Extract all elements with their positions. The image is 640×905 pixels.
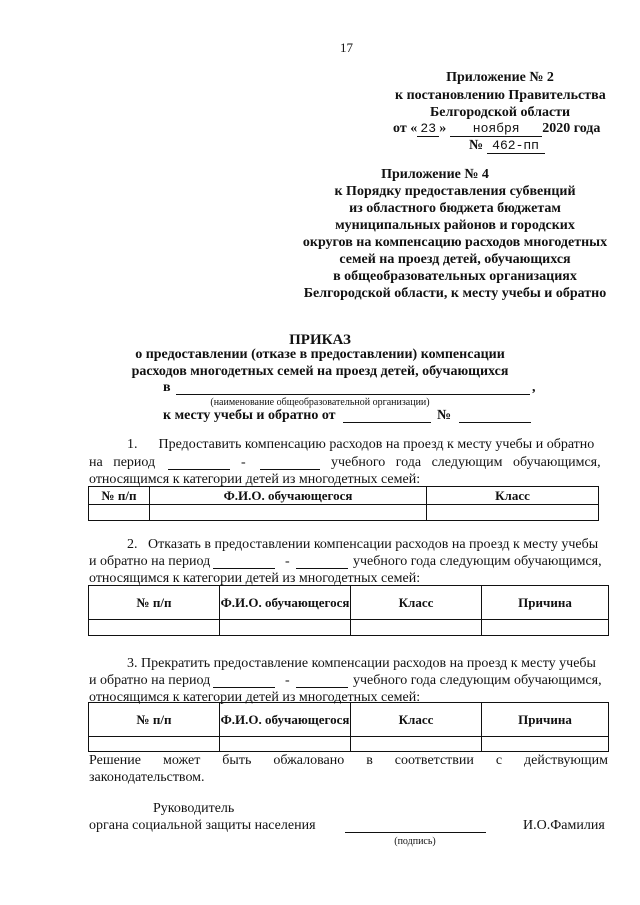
item1-line3: относящимся к категории детей из многодетных семей: — [89, 472, 421, 487]
table-cell[interactable] — [89, 620, 220, 636]
appendix2-line1: к постановлению Правительства — [395, 88, 606, 103]
item3-line3: относящимся к категории детей из многодетных семей: — [89, 690, 421, 705]
item1-period-start[interactable] — [168, 457, 230, 470]
appendix4-line: семей на проезд детей, обучающихся — [339, 252, 571, 267]
date-mid: » — [439, 121, 447, 136]
table-cell[interactable] — [89, 505, 150, 521]
col-header-name: Ф.И.О. обучающегося — [150, 487, 427, 505]
order-subtitle-1: о предоставлении (отказе в предоставлении) компенсации — [135, 347, 505, 362]
signature-caption: (подпись) — [394, 836, 436, 847]
order-date-line: к месту учебы и обратно от — [163, 408, 336, 423]
item1-dash: - — [241, 455, 246, 470]
decision-line2: законодательством. — [89, 770, 205, 785]
signature-head-title: Руководитель — [153, 801, 235, 816]
item1-period-end[interactable] — [260, 457, 320, 470]
order-in-suffix: , — [532, 380, 536, 395]
decision-word: быть — [222, 753, 252, 768]
signature-name: И.О.Фамилия — [523, 818, 605, 833]
order-number-sign: № — [437, 408, 452, 423]
date-prefix: от « — [393, 121, 418, 136]
page-number: 17 — [340, 40, 353, 55]
decision-word: в — [366, 753, 373, 768]
col-header-class: Класс — [427, 487, 599, 505]
table-cell[interactable] — [427, 505, 599, 521]
appendix4-line: к Порядку предоставления субвенций — [334, 184, 576, 199]
decision-word: действующим — [524, 753, 608, 768]
table-cell[interactable] — [482, 737, 609, 752]
col-header-number: № п/п — [89, 487, 150, 505]
table-row — [89, 620, 609, 636]
table-cell[interactable] — [351, 737, 482, 752]
appendix4-line: Белгородской области, к месту учебы и обратно — [303, 286, 607, 301]
appendix4-line: округов на компенсацию расходов многодетных — [302, 235, 608, 250]
item2-dash: - — [285, 554, 290, 569]
decision-word: с — [495, 753, 503, 768]
item2-period-start[interactable] — [213, 556, 275, 569]
decision-word: обжаловано — [273, 753, 345, 768]
item3-line1: 3. Прекратить предоставление компенсации расходов на проезд к месту учебы — [127, 656, 596, 671]
item1-period-suffix: учебного года следующим обучающимся, — [331, 455, 601, 470]
item3-period-suffix: учебного года следующим обучающимся, — [353, 673, 602, 688]
order-date-field[interactable] — [343, 411, 431, 423]
col-header-reason: Причина — [482, 703, 609, 737]
appendix4-line: муниципальных районов и городских — [335, 218, 575, 233]
appendix2-number — [469, 138, 545, 154]
signature-field[interactable] — [345, 820, 486, 833]
item2-line3: относящимся к категории детей из многодетных семей: — [89, 571, 421, 586]
item2-line1: 2. Отказать в предоставлении компенсации расходов на проезд к месту учебы — [127, 537, 599, 552]
order-number-field[interactable] — [459, 411, 531, 423]
decision-word: может — [162, 753, 201, 768]
table-cell[interactable] — [351, 620, 482, 636]
col-header-name: Ф.И.О. обучающегося — [220, 586, 351, 620]
date-day: 23 — [417, 121, 439, 137]
organization-field[interactable] — [176, 383, 530, 395]
decree-number: 462-пп — [487, 138, 545, 154]
appendix4-title: Приложение № 4 — [381, 167, 489, 182]
col-header-number: № п/п — [89, 586, 220, 620]
table-row — [89, 737, 609, 752]
item3-period-prefix: и обратно на период — [89, 673, 211, 688]
date-month: ноября — [450, 121, 542, 137]
order-subtitle-2: расходов многодетных семей на проезд детей, обучающихся — [131, 364, 509, 379]
item2-period-suffix: учебного года следующим обучающимся, — [353, 554, 602, 569]
appendix2-date — [393, 121, 600, 137]
appendix2-line2: Белгородской области — [430, 105, 571, 120]
appendix4-line: в общеобразовательных организациях — [333, 269, 577, 284]
table-cell[interactable] — [482, 620, 609, 636]
signature-head-org: органа социальной защиты населения — [89, 818, 316, 833]
table-cell[interactable] — [220, 737, 351, 752]
item2-table — [88, 585, 609, 636]
item1-line1: 1. Предоставить компенсацию расходов на проезд к месту учебы и обратно — [127, 437, 595, 452]
decision-word: Решение — [89, 753, 142, 768]
item3-dash: - — [285, 673, 290, 688]
decision-line1 — [89, 753, 608, 769]
col-header-class: Класс — [351, 586, 482, 620]
number-sign: № — [469, 138, 484, 153]
table-cell[interactable] — [150, 505, 427, 521]
order-title: ПРИКАЗ — [289, 332, 351, 348]
col-header-name: Ф.И.О. обучающегося — [220, 703, 351, 737]
item1-table — [88, 486, 599, 521]
item3-period-start[interactable] — [213, 675, 275, 688]
decision-word: соответствии — [394, 753, 474, 768]
table-cell[interactable] — [220, 620, 351, 636]
col-header-class: Класс — [351, 703, 482, 737]
appendix2-title: Приложение № 2 — [446, 70, 554, 85]
order-in-prefix: в — [163, 380, 171, 395]
item2-period-prefix: и обратно на период — [89, 554, 211, 569]
item1-period-prefix: на период — [89, 455, 156, 470]
organization-caption: (наименование общеобразовательной организации) — [210, 397, 430, 408]
item2-period-end[interactable] — [296, 556, 348, 569]
col-header-number: № п/п — [89, 703, 220, 737]
item3-period-end[interactable] — [296, 675, 348, 688]
item3-table — [88, 702, 609, 752]
table-row — [89, 505, 599, 521]
date-year: 2020 года — [542, 121, 601, 136]
table-cell[interactable] — [89, 737, 220, 752]
appendix4-line: из областного бюджета бюджетам — [349, 201, 561, 216]
col-header-reason: Причина — [482, 586, 609, 620]
